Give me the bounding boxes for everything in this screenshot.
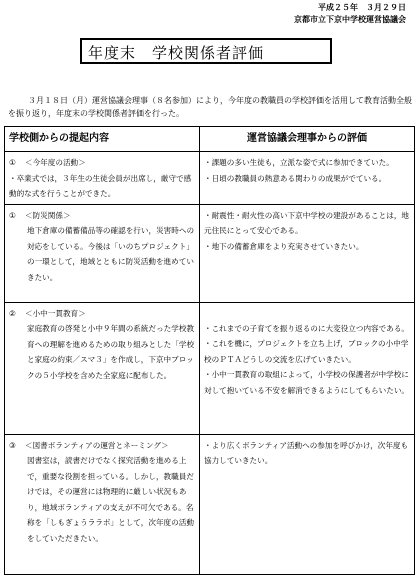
comment: ・小中一貫教育の取組によって，小学校の保護者が中学校に対して抱いている不安を解消できるようにしてもらいたい。 [204,370,410,395]
comment: ・これを機に，プロジェクトを立ち上げ，ブロックの小中学校のＰＴＡどうしの交流を広げていきたい。 [204,339,409,364]
item-number: ③ [9,440,16,450]
evaluation-cell [200,434,415,574]
table-row [5,152,415,205]
document-title: 年度末 学校関係者評価 [80,38,332,64]
document-date: 平成２５年 ３月２９日 [318,3,406,12]
table-row [5,302,415,434]
table-row [5,204,415,302]
proposal-cell [5,434,200,574]
comment: ・地下の備蓄倉庫をより充実させていきたい。 [204,241,364,251]
table-row [5,434,415,574]
comment: ・より広くボランティア活動への参加を呼びかけ，次年度も協力していきたい。 [204,440,409,465]
item-number: ① [9,158,16,167]
item-title: ＜今年度の活動＞ [25,158,86,167]
table-header-row [5,127,415,152]
comment: ・これまでの子育てを振り返るのに大変役立つ内容である。 [204,323,410,333]
evaluation-cell [200,302,415,434]
right-column-header: 運営協議会理事からの評価 [200,127,415,152]
proposal-cell [5,152,200,205]
evaluation-cell [200,204,415,302]
evaluation-cell [200,152,415,205]
proposal-cell [5,302,200,434]
item-title: ＜小中一貫教育＞ [25,308,86,318]
item-body: 家庭教育の啓発と小中９年間の系統だった学校教育への理解を進めるための取り組みとした「学校と家庭の約束／スマ３」を作成し，下京中ブロックの５小学校を含めた全家庭に配布した。 [27,324,195,380]
comment: ・課題の多い生徒も，立派な姿で式に参加できていた。 [204,158,394,167]
item-body: 地下倉庫の備蓄備品等の確認を行い，災害時への対応をしている。今後は「いのちプロジェクト」の一環として，地域とともに防災活動を進めていきたい。 [27,226,195,282]
comment: ・耐震性・耐火性の高い下京中学校の建設があることは，地元住民にとって安心である。 [204,210,410,235]
organization-name: 京都市立下京中学校運営協議会 [294,15,406,24]
proposal-cell [5,204,200,302]
intro-paragraph [8,94,412,120]
evaluation-table [4,126,415,575]
item-body: 図書室は，読書だけでなく探究活動を進める上で，重要な役割を担っている。しかし，教職員だけでは，その運営には物理的に厳しい状況もあり，地域ボランティアの支えが不可欠である。名称を「しもぎょうララボ」として，次年度の活動をしていただきたい。 [27,456,194,543]
intro-text: ３月１８日（月）運営協議会理事（８名参加）により，今年度の教職員の学校評価を活用して教育活動全般を振り返り，年度末の学校関係者評価を行った。 [8,96,412,118]
item-number: ① [9,210,16,220]
item-title: ＜図書ボランティアの運営とネーミング＞ [25,440,169,450]
comment: ・日頃の教職員の熱意ある関わりの成果がでている。 [204,173,387,183]
item-title: ＜防災関係＞ [25,210,71,220]
item-number: ② [9,308,16,318]
item-body: ・卒業式では，３年生の生徒会員が出席し，厳守で感動的な式を行うことができた。 [9,173,192,198]
left-column-header: 学校側からの提起内容 [5,127,200,152]
